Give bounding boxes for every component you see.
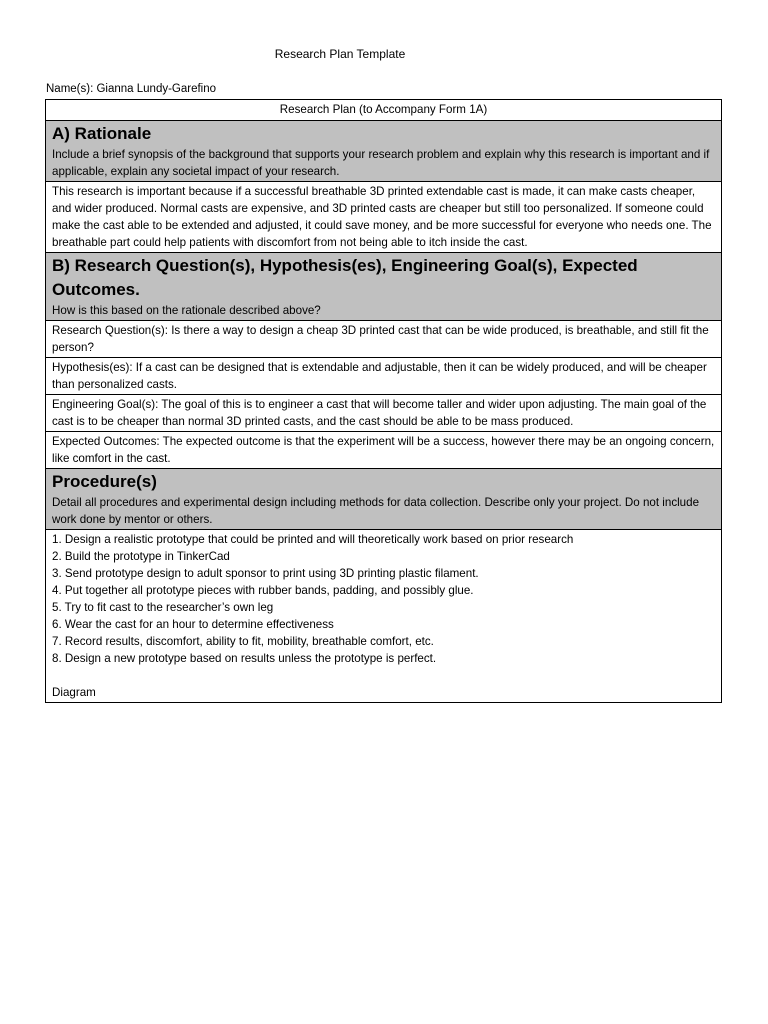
research-description: How is this based on the rationale described above?	[52, 304, 321, 317]
rationale-header-row	[46, 121, 722, 182]
procedure-step: 6. Wear the cast for an hour to determine effectiveness	[52, 618, 334, 631]
research-plan-table	[45, 99, 722, 703]
procedure-header-row	[46, 469, 722, 530]
engineering-goal-cell: Engineering Goal(s): The goal of this is to engineer a cast that will become taller and wider upon adjusting. The main goal of the cast is to be cheaper than normal 3D printed casts, and the cast should be able to be mass produced.	[46, 395, 722, 432]
expected-outcomes-cell: Expected Outcomes: The expected outcome is that the experiment will be a success, however there may be an ongoing concern, like comfort in the cast.	[46, 432, 722, 469]
rationale-body-row	[46, 182, 722, 253]
procedure-step: 3. Send prototype design to adult sponsor to print using 3D printing plastic filament.	[52, 567, 479, 580]
procedure-heading: Procedure(s)	[52, 472, 157, 491]
names-field: Name(s): Gianna Lundy-Garefino	[46, 83, 217, 95]
procedure-steps	[52, 531, 715, 667]
procedure-step: 7. Record results, discomfort, ability to fit, mobility, breathable comfort, etc.	[52, 635, 434, 648]
rationale-header-cell	[46, 121, 722, 182]
procedure-body-cell	[46, 530, 722, 703]
rationale-body-cell	[46, 182, 722, 253]
blank-line	[52, 667, 715, 684]
rationale-heading: A) Rationale	[52, 124, 152, 143]
research-heading: B) Research Question(s), Hypothesis(es), Engineering Goal(s), Expected Outcomes.	[52, 256, 638, 299]
procedure-step: 4. Put together all prototype pieces with rubber bands, padding, and possibly glue.	[52, 584, 474, 597]
procedure-description: Detail all procedures and experimental design including methods for data collection. Describe only your project. Do not include work done by mentor or others.	[52, 496, 700, 526]
table-title: Research Plan (to Accompany Form 1A)	[46, 100, 722, 121]
research-header-cell	[46, 253, 722, 321]
procedure-header-cell	[46, 469, 722, 530]
rationale-description: Include a brief synopsis of the background that supports your research problem and explain why this research is important and if applicable, explain any societal impact of your research.	[52, 148, 710, 178]
rationale-body: This research is important because if a successful breathable 3D printed extendable cast is made, it can make casts cheaper, and wider produced. Normal casts are expensive, and 3D printed casts are cheaper but still too personalized. If someone could make the cast able to be extended and adjusted, it could save money, and be more successful for everyone who needs one. The breathable part could help patients with discomfort from not being able to itch inside the cast.	[52, 185, 712, 249]
research-header-row	[46, 253, 722, 321]
engineering-goal-row	[46, 395, 722, 432]
procedure-step: 5. Try to fit cast to the researcher’s own leg	[52, 601, 274, 614]
diagram-label: Diagram	[52, 686, 96, 699]
document-header: Research Plan Template	[274, 47, 406, 61]
hypothesis-cell: Hypothesis(es): If a cast can be designed that is extendable and adjustable, then it can be widely produced, and will be cheaper than personalized casts.	[46, 358, 722, 395]
procedure-step: 2. Build the prototype in TinkerCad	[52, 550, 230, 563]
procedure-step: 8. Design a new prototype based on results unless the prototype is perfect.	[52, 652, 437, 665]
procedure-step: 1. Design a realistic prototype that could be printed and will theoretically work based on prior research	[52, 533, 574, 546]
hypothesis-row	[46, 358, 722, 395]
procedure-body-row	[46, 530, 722, 703]
research-question-cell: Research Question(s): Is there a way to design a cheap 3D printed cast that can be wide produced, is breathable, and still fit the person?	[46, 321, 722, 358]
title-row	[46, 100, 722, 121]
research-question-row	[46, 321, 722, 358]
expected-outcomes-row	[46, 432, 722, 469]
